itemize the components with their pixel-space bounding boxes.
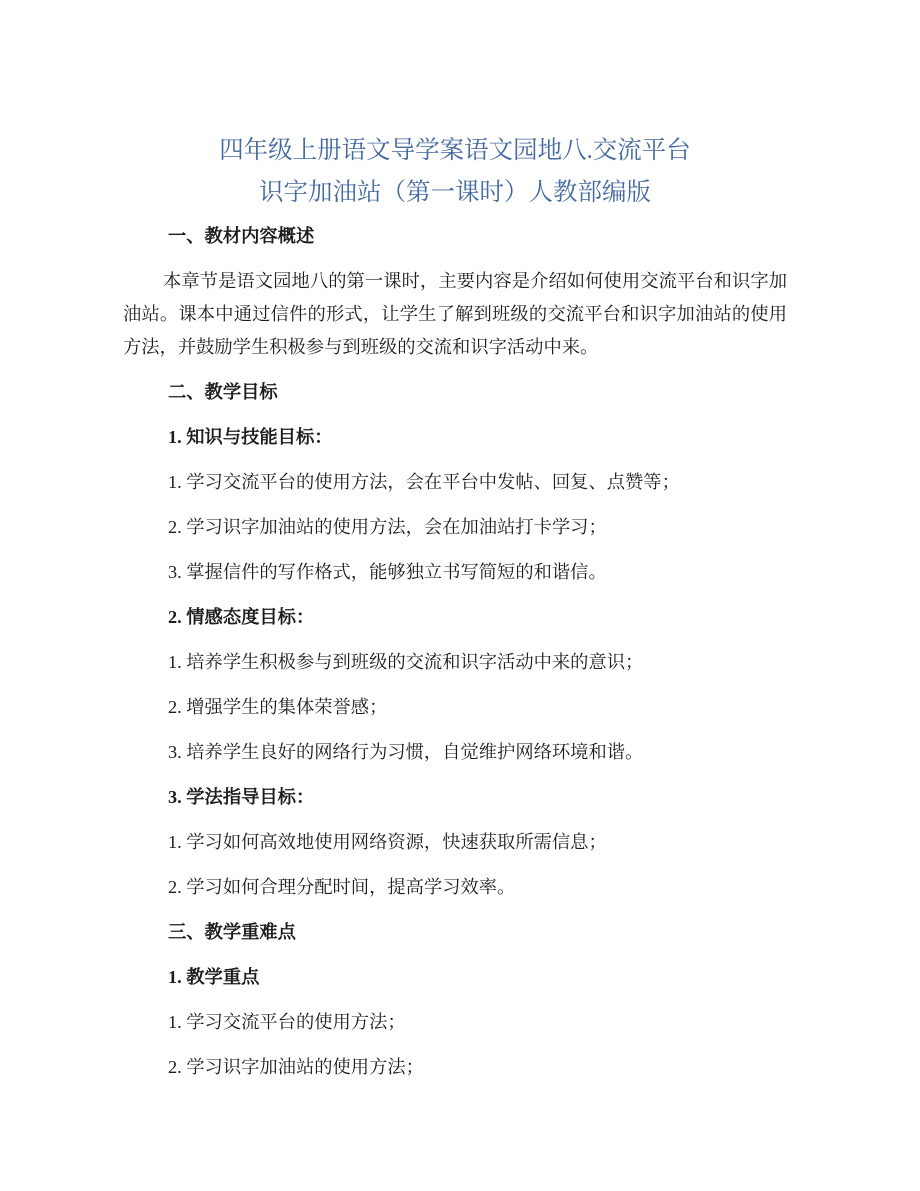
list-item: 1. 学习交流平台的使用方法，会在平台中发帖、回复、点赞等； [168, 472, 680, 492]
subsection-heading-2-1: 1. 知识与技能目标： [168, 427, 333, 447]
list-item: 3. 培养学生良好的网络行为习惯，自觉维护网络环境和谐。 [168, 742, 644, 762]
section-heading-3: 三、教学重难点 [168, 922, 296, 942]
list-item: 1. 学习交流平台的使用方法； [168, 1012, 406, 1032]
list-item: 2. 学习识字加油站的使用方法，会在加油站打卡学习； [168, 517, 607, 537]
section-heading-2: 二、教学目标 [168, 382, 278, 402]
document-title-line2: 识字加油站（第一课时）人教部编版 [259, 179, 651, 206]
document-title-line1: 四年级上册语文导学案语文园地八.交流平台 [219, 137, 691, 164]
list-item: 1. 培养学生积极参与到班级的交流和识字活动中来的意识； [168, 652, 644, 672]
body-paragraph: 本章节是语文园地八的第一课时，主要内容是介绍如何使用交流平台和识字加油站。课本中通过信件的形式，让学生了解到班级的交流平台和识字加油站的使用方法，并鼓励学生积极参与到班级的交流和识字活动中来。 [123, 271, 787, 357]
list-item: 3. 掌握信件的写作格式，能够独立书写简短的和谐信。 [168, 562, 607, 582]
subsection-heading-2-3: 3. 学法指导目标： [168, 787, 315, 807]
document-title [123, 130, 787, 214]
list-item: 2. 增强学生的集体荣誉感； [168, 697, 388, 717]
list-item: 1. 学习如何高效地使用网络资源，快速获取所需信息； [168, 832, 607, 852]
list-item: 2. 学习如何合理分配时间，提高学习效率。 [168, 877, 516, 897]
section-heading-1: 一、教材内容概述 [168, 226, 315, 246]
subsection-heading-2-2: 2. 情感态度目标： [168, 607, 315, 627]
subsection-heading-3-1: 1. 教学重点 [168, 967, 260, 987]
list-item: 2. 学习识字加油站的使用方法； [168, 1057, 424, 1077]
document-body [123, 130, 787, 1096]
